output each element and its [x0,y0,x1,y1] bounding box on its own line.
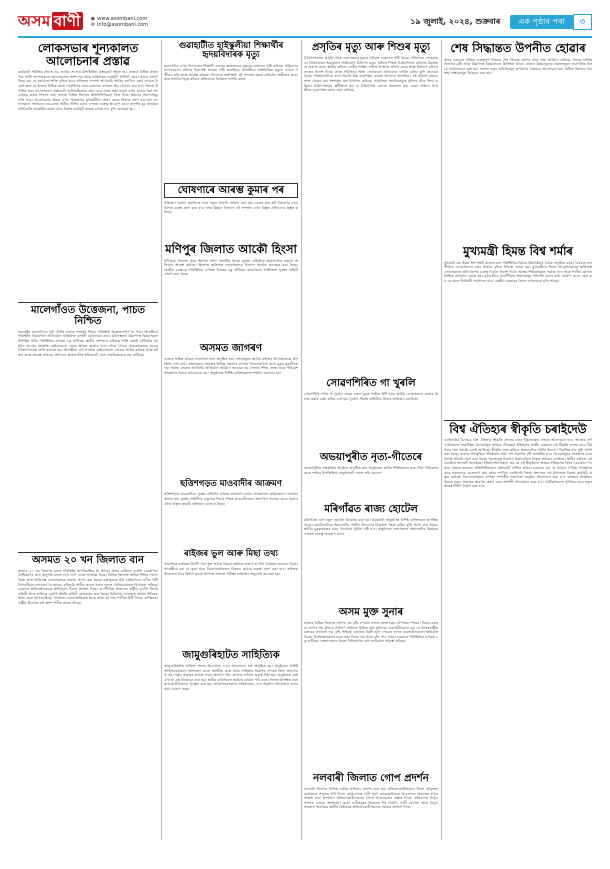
globe-icon: ◉ [90,16,96,22]
logo-left-text: অসম [18,11,51,30]
headline: ৰাইজৰ ভুল আৰু মিছা তথ্য [184,549,278,559]
column-divider [301,40,302,840]
article [444,42,592,208]
email-link[interactable]: info@asombani.com [97,22,149,28]
article [444,418,592,838]
article-body: ৰাজ্যৰ বিভিন্ন প্ৰান্তত সজাগতা সভা অনুষ্ঠিত হয়। সভাসমূহত স্থানীয় ৰাইজৰ উৎসাহজনক উপস্থিতি দেখা যায়। বক্তাসকলে সমাজৰ বিভিন্ন সমস্যাৰ ওপৰত আলোকপাত কৰে। যুৱক-যুৱতীসকলক সমাজ সেৱাত আগবাঢ়ি আহিবলৈ আহ্বান জনোৱা হয়। সভাত শিক্ষা, স্বাস্থ্য আৰু পৰিৱেশ সংৰক্ষণৰ বিষয়ে আলোচনা হয়। অনুষ্ঠানত বিশিষ্ট ব্যক্তিসকলক সম্বৰ্ধনা জনোৱা হয়। [164,357,298,375]
column-divider [441,40,442,840]
article [304,452,438,506]
headline: গুৱাহাটীত হাইস্কুলীয়া শিক্ষাৰ্থীৰ হৃদয়বিদাৰক মৃত্যু [178,41,284,61]
article [164,650,298,859]
article-body: জামুগুৰিহাটত সাহিত্য সভাৰ উদ্যোগত এখন আলোচনা চক্ৰ অনুষ্ঠিত হয়। অনুষ্ঠানত বিশিষ্ট সাহিত্যিকসকলে অংশগ্ৰহণ কৰে। অসমীয়া ভাষা আৰু সাহিত্যৰ বিকাশৰ ওপৰত বিশদ আলোচনা হয়। নতুন প্ৰজন্মৰ মাজত পঢ়াৰ অভ্যাস গঢ়ি তোলাৰ ওপৰত গুৰুত্ব দিয়া হয়। অনুষ্ঠানত কেইবাখনো গ্ৰন্থ উন্মোচন কৰা হয়। স্থানীয় কবিসকলে স্বৰচিত কবিতা পাঠ কৰে। সভাত উপস্থিত থকা ছাত্ৰ-ছাত্ৰীসকলক পুৰস্কৃত কৰা হয়। আয়োজকসকলে ভৱিষ্যতেও এনে অনুষ্ঠান আয়োজন কৰাৰ কথা ঘোষণা কৰে। [164,664,298,691]
headline: অভয়াপুৰীত নৃত্য-গীতেৰে [319,452,423,463]
article [18,42,158,240]
article [304,42,438,376]
article-body: চিকিৎসালয়ত প্ৰসৃতি আৰু নৱজাতকৰ মৃত্যুৰ ঘটনাত চাঞ্চল্যৰ সৃষ্টি হৈছে। পৰিয়ালৰ লোকসকলে চিকিৎসকৰ অৱহেলাৰ অভিযোগ উত্থাপন কৰে। ঘটনাৰ পিছত চিকিৎসালয় চৌহদত উত্তেজনা বিৰাজ কৰে। স্থানীয় ৰাইজে দোষীৰ শাস্তিৰ দাবীত বিক্ষোভ প্ৰদৰ্শন কৰে। স্বাস্থ্য বিভাগে ঘটনাৰ তদন্তৰ নিৰ্দেশ দিছে। তদন্ত সমিতিয়ে অতি সোনকালে প্ৰতিবেদন দাখিল কৰিব বুলি জনোৱা হৈছে। পৰিয়ালটোৱে ন্যায় বিচাৰি উচ্চ কৰ্তৃপক্ষৰ ওচৰত আবেদন জনাইছে। এই ঘটনাই ৰাজ্যৰ স্বাস্থ্য সেৱাৰ মান সম্পৰ্কত প্ৰশ্ন উত্থাপন কৰিছে। সামাজিক সংগঠনসমূহে ঘটনাৰ তীব্ৰ নিন্দা কৰিছে। চিকিৎসালয়ৰ অধীক্ষকে কয় যে চিকিৎসাত কোনো অৱহেলা কৰা হোৱা নাছিল। আৰক্ষীয়ে দুয়োপক্ষৰ বয়ান গ্ৰহণ কৰিছে। [304,56,438,93]
section-tag [510,15,592,29]
article [164,42,298,179]
article-body: মহানগৰীৰ এখন বিদ্যালয়ৰ শিক্ষাৰ্থী এজনৰ ৰহস্যজনক মৃত্যুৱে চাঞ্চল্যৰ সৃষ্টি কৰিছে। পৰিয়ালৰ সদস্যসকলে ঘটনাৰ নিৰপেক্ষ তদন্তৰ দাবী জনাইছে। আৰক্ষীয়ে অস্বাভাৱিক মৃত্যুৰ গোচৰ পঞ্জীয়ন কৰি তদন্ত আৰম্ভ কৰিছে। বিদ্যালয় কৰ্তৃপক্ষই এই সন্দৰ্ভত মন্তব্য কৰিবলৈ অস্বীকাৰ কৰে। ছাত্ৰ সংগঠনসমূহে ঘটনাৰ প্ৰতিবাদত বিক্ষোভ প্ৰদৰ্শন কৰে। [164,63,298,82]
website-link[interactable]: www.asombani.com [97,16,148,22]
header-rule [18,36,592,38]
headline: অসম মুক্ত সুনাৰ [338,607,404,618]
headline: নলবাৰী জিলাত গোপ প্ৰদৰ্শন [313,773,429,784]
headline: বিশ্ব ঐতিহ্যৰ স্বীকৃতি চৰাইদেউ [449,421,587,436]
article [18,300,158,545]
section-label: এক পৃষ্ঠাৰ পৰা [518,16,565,26]
article-body: মণিপুৰৰ জিলাত পুনৰ হিংসাৰ ঘটনা সংঘটিত হৈছে। সুৰক্ষা বাহিনীয়ে অঞ্চলটোত তল্লাচী অভিযান আৰম্ভ কৰিছে। হিংসাত ক্ষতিগ্ৰস্ত লোকসকলক নিৰাপদ স্থানলৈ স্থানান্তৰ কৰা হৈছে। কেন্দ্ৰীয় চৰকাৰে পৰিস্থিতিৰ ওপৰত নিৰন্তৰ চকু ৰাখিছে। ৰাজ্যখনত অতিৰিক্ত সুৰক্ষা বাহিনী প্ৰেৰণ কৰা হৈছে। [164,258,298,277]
header-links [91,16,148,28]
headline: লোকসভাৰ শূন্যকালত আলোচনাৰ প্ৰস্তাৱ [37,41,139,68]
article-body: মৰিগাঁৱত এটা নতুন হোটেল উদ্বোধন কৰা হয়। উদ্বোধনী অনুষ্ঠানত বিশিষ্ট ব্যক্তিসকল উপস্থিত থাকে। হোটেলটোৱে অঞ্চলটোৰ পৰ্যটন উদ্যোগৰ বিকাশত সহায় কৰিব বুলি আশা কৰা হৈছে। স্থানীয় যুৱকসকলৰ বাবে নিয়োগৰ সুবিধা সৃষ্টি হ'ব। অনুষ্ঠানত বক্তাসকলে অঞ্চলটোৰ উন্নয়নৰ ওপৰত গুৰুত্ব আৰোপ কৰে। [304,518,438,536]
article-body: ৰাজ্যৰ ২০ খন জিলাত বানৰ পৰিস্থিতি অপৰিৱৰ্তিত হৈ আছে। অসম ৰাজ্যিক দুৰ্যোগ ব্যৱস্থাপনা প্ৰাধিকৰণৰ তথ্য অনুসৰি বানত লাখ লাখ লোক আক্ৰান্ত হৈছে। বিভিন্ন জিলাত আশ্ৰয় শিবিৰ খোলা হৈছে আৰু ক্ষতিগ্ৰস্ত লোকসকলক সাহায্য প্ৰদান কৰা হৈছে। ব্ৰহ্মপুত্ৰকে ধৰি কেইবাখনো নদীৰ পানী বিপদসীমাৰ ওপৰেৰে বৈ আছে। কৃষিভূমি পানীৰ তলত থকাৰ ফলত খেতিয়কসকল বিপাঙত পৰিছে। চৰকাৰে ক্ষতিগ্ৰস্তসকলক ক্ষতিপূৰণ দিয়াৰ আশ্বাস দিছে। বানপীড়িত অঞ্চলত ৰাষ্ট্ৰীয় দুৰ্যোগ সঁহাৰি বাহিনী আৰু ৰাজ্যিক দুৰ্যোগ সঁহাৰি বাহিনী মোতায়েন কৰা হৈছে। চিকিৎসা দলসমূহে আশ্ৰয় শিবিৰত স্বাস্থ্য সেৱা আগবঢ়াইছে। পশুধনো বানত ক্ষতিগ্ৰস্ত হৈছে আৰু বহু পশু পানীত উটি গৈছে। কাজিৰঙা ৰাষ্ট্ৰীয় উদ্যানৰ বহু অংশ পানীৰ তলত আছে। [18,568,158,605]
article-body: মুখ্যমন্ত্ৰী ডঃ হিমন্ত বিশ্ব শৰ্মাই ৰাজ্যৰ বান পৰিস্থিতিৰ বিষয়ে উচ্চপৰ্যায়ৰ বৈঠক অনুষ্ঠিত কৰে। বৈঠকত বানপীড়িত লোকসকলৰ বাবে সাহায্য বৃদ্ধিৰ সিদ্ধান্ত লোৱা হয়। মুখ্যমন্ত্ৰীয়ে জিলা আয়ুক্তসকলক ক্ষতিগ্ৰস্ত লোকসকলৰ প্ৰতি বিশেষ গুৰুত্ব দিবলৈ নিৰ্দেশ দিয়ে। আশ্ৰয় শিবিৰসমূহত পৰ্যাপ্ত খাদ্য আৰু পানীৰ যোগান নিশ্চিত কৰিবলৈ কোৱা হয়। মুখ্যমন্ত্ৰীয়ে বানপীড়িত অঞ্চলসমূহ পৰিদৰ্শন কৰাৰ কথা ঘোষণা কৰে। তেওঁ কয় যে বানৰ দীৰ্ঘস্থায়ী সমাধানৰ বাবে কেন্দ্ৰীয় চৰকাৰৰ সৈতে আলোচনা চলি আছে। [444,260,592,284]
article-body: পৰিৱহণ সমস্যা সমাধানৰ বাবে নতুন আঁচনি ঘোষণা কৰা হয়। চহৰৰ যান-জঁট নিয়ন্ত্ৰণৰ বাবে বিশেষ ব্যৱস্থা গ্ৰহণ কৰা হ'ব। নগৰ উন্নয়ন বিভাগে এই সন্দৰ্ভত এখন বিস্তৃত প্ৰতিবেদন প্ৰস্তুত কৰিছে। [164,201,298,215]
article-body: ৰাজ্যৰ বিভিন্ন জিলাত সোণৰ দাম বৃদ্ধি পোৱাৰ ফলত ক্ৰেতাসকল বিপাঙত পৰিছে। বিয়াৰ বতৰত সোণৰ দাম বৃদ্ধিয়ে সাধাৰণ ৰাইজক চিন্তিত কৰি তুলিছে। ব্যৱসায়ীসকলে কয় যে আন্তঃৰাষ্ট্ৰীয় বজাৰৰ প্ৰভাৱত দাম বৃদ্ধি পাইছে। বজাৰত বিক্ৰী হ্ৰাস পোৱাৰ ফলত ব্যৱসায়ীসকলো ক্ষতিগ্ৰস্ত হৈছে। বিশেষজ্ঞসকলৰ মতে অহা দিনত দাম আৰু বৃদ্ধি পাব পাৰে। চৰকাৰে পৰিস্থিতিৰ ওপৰত চকু ৰাখিছে। ক্ৰেতাসকলে বিকল্প বিনিয়োগৰ কথা ভাবিবলৈ আৰম্ভ কৰিছে। [304,621,438,644]
headline: শেষ সিদ্ধান্তত উপনীত হোৱাৰ [450,41,586,55]
headline: ঘোষণাৰে আৰম্ভ কুমাৰ পৰ [164,183,298,198]
article-body: কাৰ্যকাৰী সমিতিৰ সভাত ৩৬ জনকৈ সদস্যৰ উপস্থিতিত প্ৰস্তাৱটো গৃহীত হয়। ৰাজ্যৰ বিভিন্ন প্ৰান্তৰ পৰা আহি সদস্যসকলে আলোচনাত অংশ লয় আৰু ভৱিষ্যতৰ কাৰ্যসূচী নিৰ্ধাৰণ কৰে। সভাৰ সভাপতিয়ে কয় যে সংগঠনৰ শক্তি বৃদ্ধিৰ বাবে প্ৰতিজন সদস্যই আগবাঢ়ি আহিব লাগিব। তেওঁ লগতে উল্লেখ কৰে যে ৰাজ্যৰ বিভিন্ন সমস্যা সমাধানৰ বাবে চৰকাৰৰ ওপৰত হেঁচা প্ৰয়োগ কৰা হ'ব। সভাত উপস্থিত থকা সদস্যসকলে প্ৰস্তাৱটো সৰ্বসন্মতিক্ৰমে গ্ৰহণ কৰে আৰু অহা মাহত এখন ডাঙৰ সভা আয়োজন কৰাৰ সিদ্ধান্ত লয়। সভাত বিভিন্ন জিলাৰ প্ৰতিনিধিসকলে নিজ নিজ অঞ্চলৰ সমস্যাসমূহ দাঙি ধৰে। আলোচনাৰ অন্তত এখন স্মাৰকপত্ৰ মুখ্যমন্ত্ৰীলৈ প্ৰেৰণ কৰাৰ সিদ্ধান্ত গ্ৰহণ কৰা হয়। সদস্যসকলে সংগঠনৰ কাম-কাজ অধিক সক্ৰিয় কৰাৰ ওপৰত গুৰুত্ব আৰোপ কৰে। তদুপৰি যুৱ প্ৰজন্মক সংগঠনলৈ আকৰ্ষিত কৰাৰ বাবে বিশেষ কাৰ্যসূচী হাতত লোৱা হ'ব বুলি জনোৱা হয়। [18,70,158,112]
headline: সোৱণশিৰিত গা খুৰলি [326,378,416,389]
page-number: ৩ [573,14,592,30]
mail-icon: ✉ [90,22,95,28]
article [304,773,438,857]
masthead-logo [18,10,83,35]
article-body: সামাজিক মাধ্যমত বিয়পি পৰা ভুল তথ্যৰ বিষয়ে ৰাইজক সজাগ হ'বলৈ আহ্বান জনোৱা হৈছে। আৰক্ষীয়ে কয় যে ভুৱা খবৰ বিয়পোৱাসকলৰ বিৰুদ্ধে কঠোৰ ব্যৱস্থা গ্ৰহণ কৰা হ'ব। ৰাইজক যিকোনো খবৰ বিশ্বাস কৰাৰ আগতে সত্যতা পৰীক্ষা কৰিবলৈ অনুৰোধ জনোৱা হয়। [164,562,298,576]
email-line [91,22,148,28]
headline: জামুগুৰিহাটত সাহিত্যিক [182,650,280,661]
logo-right-text: বাণী [53,11,81,30]
article-body: মহাৰাষ্ট্ৰৰ মালেগাঁওত দুটা গোটৰ মাজত সংঘৰ্ষৰ পিছত পৰিস্থিতি উত্তেজনাপূৰ্ণ হৈ পৰে। আৰক্ষীয়ে পৰিস্থিতি নিয়ন্ত্ৰণলৈ আনিবলৈ অতিৰিক্ত বাহিনী মোতায়েন কৰে। ঘটনাস্থলত উচ্চপদস্থ বিষয়াসকল উপস্থিত থাকি পৰিস্থিতিৰ ওপৰত চকু ৰাখিছে। স্থানীয় প্ৰশাসনে ৰাইজক শান্তি বজাই ৰাখিবলৈ আহ্বান জনায়। সংঘৰ্ষত কেইবাজনো লোক আহত হোৱাৰ খবৰ পোৱা গৈছে। আহতসকলক ওচৰৰ চিকিৎসালয়ত ভৰ্তি কৰোৱা হয়। আৰক্ষীয়ে এই সন্দৰ্ভত কেইবাজনো লোকক আটক কৰিছে আৰু ঘটনাৰ তদন্ত আৰম্ভ কৰিছে। প্ৰশাসনে অঞ্চলটোত ইণ্টাৰনেট সেৱা সাময়িকভাৱে বন্ধ ৰাখিছে। [18,329,158,357]
column-divider [161,40,162,840]
headline: অসমত ২০ খন জিলাত বান [32,554,144,566]
article [164,480,298,547]
headline: মৰিগাঁৱত ৰাজ্য হোটেল [324,504,418,515]
article-body: নলবাৰী জিলাত বিভিন্ন দাবীত প্ৰতিবাদ প্ৰদৰ্শন কৰা হয়। প্ৰতিবাদকাৰীসকলে জিলা আয়ুক্তৰ কাৰ্যালয়ৰ সন্মুখত ধৰ্ণা দিয়ে। তেওঁলোকে দাবী পূৰণ নোহোৱালৈকে আন্দোলন অব্যাহত ৰখাৰ সংকল্প লয়। প্ৰশাসনে প্ৰতিবাদকাৰীসকলৰ সৈতে আলোচনাৰ প্ৰস্তাৱ দিছে। প্ৰতিবাদত বিপুল সংখ্যক লোকে অংশগ্ৰহণ কৰে। দাবীসমূহৰ ভিতৰত পথ নিৰ্মাণ, পানী যোগান আৰু বিদ্যুৎ সংযোগ অন্যতম। স্থানীয় বিধায়কে প্ৰতিবাদকাৰীসকলক সহায়ৰ আশ্বাস দিছে। [304,787,438,810]
headline: মুখ্যমন্ত্ৰী হিমন্ত বিশ্ব শৰ্মাৰ [463,244,573,258]
headline: প্ৰসৃতিৰ মৃত্যু আৰু শিশুৰ মৃত্যু [311,42,431,53]
article-body: অভয়াপুৰীত সাংস্কৃতিক অনুষ্ঠান অনুষ্ঠিত হয়। অনুষ্ঠানত স্থানীয় শিল্পীসকলে নৃত্য-গীত পৰিৱেশন কৰে। দৰ্শকৰ উপস্থিতিয়ে অনুষ্ঠানটো সফল কৰি তোলে। [304,466,438,475]
article-body: ছত্তিশগড়ত মাওবাদীয়ে সুৰক্ষা বাহিনীৰ ওপৰত আক্ৰমণ চলায়। আক্ৰমণত কেইবাজনো জোৱান আহত হয়। সুৰক্ষা বাহিনীয়ে প্ৰত্যুত্তৰ দিয়াৰ পিছত মাওবাদীসকল অৰণ্যলৈ পলায়ন কৰে। অঞ্চলটোত বিস্তৃত তল্লাচী অভিযান চলোৱা হৈছে। [164,492,298,506]
article [304,378,438,452]
article [18,550,158,869]
issue-date: ১৯ জুলাই, ২০২৪, শুক্রবাৰ [410,16,501,26]
article [164,550,298,647]
page-header [18,10,592,34]
article-body: সোৱণশিৰি নদীত গা ধুবলৈ যোৱা এজন যুৱক পানীত উটি যায়। স্থানীয় লোকসকলে তেওঁক উদ্ধাৰ কৰাৰ চেষ্টা কৰিও ব্যৰ্থ হয়। দুৰ্যোগ সঁহাৰি বাহিনীয়ে উদ্ধাৰ অভিযান চলাইছে। [304,392,438,401]
article [304,504,438,608]
headline: মণিপুৰ জিলাত আকৌ হিংসা [165,242,297,256]
headline: অসমত জাগৰণ [200,343,262,354]
headline: ছত্তিশগড়ত মাওবাদীৰ আক্ৰমণ [180,479,282,489]
headline: মালেগাঁওত উত্তেজনা, পাচত নিশ্চিত [30,304,146,327]
article [444,245,592,401]
article-body: অসম চৰকাৰে বিভিন্ন গুৰুত্বপূৰ্ণ বিষয়ত শেষ সিদ্ধান্ত গ্ৰহণৰ বাবে সভা আহ্বান কৰিছে। সভাত বিভিন্ন বিভাগৰ মন্ত্ৰী আৰু উচ্চপদস্থ বিষয়াসকল উপস্থিত থাকে। ৰাজ্যৰ উন্নয়নমূলক প্ৰকল্পসমূহৰ অগ্ৰগতিৰ বিষয়ে পৰ্যালোচনা কৰা হয়। সভাত নতুন আঁচনিসমূহ ৰূপায়ণৰ বিষয়েও আলোচনা হয়। বিভিন্ন জিলাৰ পৰা অহা প্ৰস্তাৱসমূহ বিবেচনা কৰা হয়। [444,57,592,76]
article [304,607,438,771]
article [164,243,298,339]
article-body: চৰাইদেউৰ মৈদামক বিশ্ব ঐতিহ্যৰ স্বীকৃতি প্ৰদানৰ বাবে ইউনেস্কোৰ সভাত আলোচনা হ'ব। আহোম স্বৰ্গদেউসকলৰ সমাধিস্থল মৈদামসমূহ অসমৰ গৌৰৱময় ইতিহাসৰ সাক্ষী। চৰকাৰে এই স্বীকৃতি লাভৰ বাবে দীৰ্ঘদিনৰ পৰা প্ৰচেষ্টা চলাই আহিছে। স্বীকৃতি লাভ কৰিলে অঞ্চলটোৰ পৰ্যটন উদ্যোগ বিকশিত হ'ব বুলি আশা কৰা হৈছে। ৰাজ্যৰ সাংস্কৃতিক পৰিক্ৰমাৰ প্ৰতি দেশ-বিদেশৰ দৃষ্টি আকৰ্ষিত হ'ব। মৈদামসমূহৰ সংৰক্ষণৰ বাবে বিশেষ আঁচনি গ্ৰহণ কৰা হৈছে। পুৰাতত্ত্ব বিভাগে অঞ্চলটোত বিস্তৃত অধ্যয়ন চলাইছে। স্থানীয় ৰাইজে এই প্ৰচেষ্টাক আদৰণি জনাইছে। ইতিহাসবিদসকলে কয় যে এই স্বীকৃতিয়ে অসমৰ ইতিহাসক বিশ্বৰ দৰবাৰলৈ লৈ যাব। সভাত ভাৰতৰ প্ৰতিনিধিসকলে প্ৰস্তাৱটো দাখিল কৰিব। চৰকাৰে কয় যে আমাৰ ঐতিহ্য সংৰক্ষণৰ বাবে সকলোৱে একেলগে কাম কৰিব লাগিব। চৰাইদেউ জিলা প্ৰশাসনে এই উপলক্ষে বিশেষ কাৰ্যসূচী প্ৰস্তুত কৰিছে। বিদ্যালয়সমূহত ঐতিহ্য সম্পৰ্কীয় সজাগতা অনুষ্ঠান আয়োজন কৰা হ'ব। আহোম সংস্কৃতিৰ বিষয়ে নতুন প্ৰজন্মক অৱগত কৰাৰ বাবে প্ৰদৰ্শনী আয়োজন কৰা হ'ব। পৰ্যটকসকলৰ সুবিধাৰ বাবে নতুন আন্তঃগাঁথনি নিৰ্মাণ কৰা হ'ব। [444,438,592,489]
article [164,183,298,241]
article [164,343,298,477]
